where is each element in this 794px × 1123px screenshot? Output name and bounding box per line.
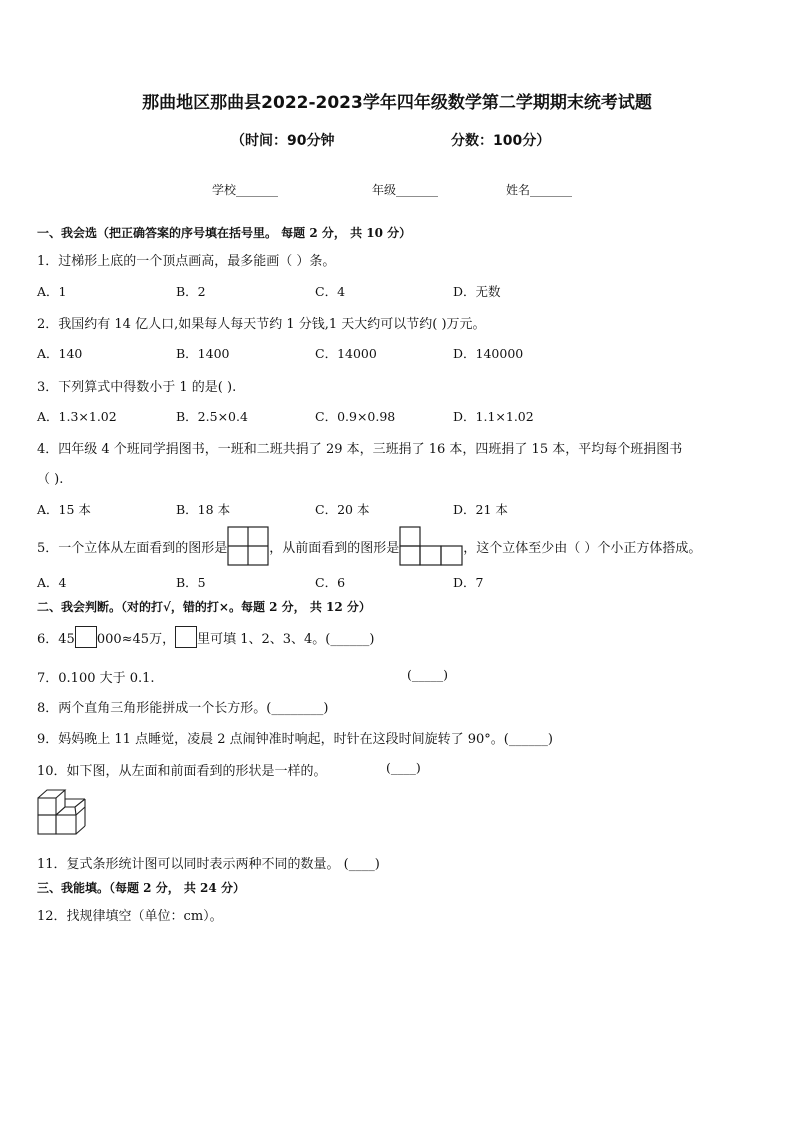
question-4: 4．四年级 4 个班同学捐图书，一班和二班共捐了 29 本，三班捐了 16 本，四班捐了 15 本，平均每个班捐图书 (37, 442, 683, 457)
time-label: （时间：90分钟 (231, 133, 335, 149)
question-12: 12．找规律填空（单位：cm）。 (37, 909, 223, 924)
question-6 (37, 626, 374, 648)
section-3-heading: 三、我能填。（每题 2 分， 共 24 分） (37, 881, 245, 895)
q5-option-d: D．7 (453, 575, 484, 590)
q7-answer-blank: (_____) (407, 667, 449, 682)
q6-text-a: 6．45 (37, 631, 75, 647)
q5-text-c: ，这个立体至少由（ ）个小正方体搭成。 (463, 540, 702, 556)
question-5 (37, 526, 701, 566)
score-label: 分数：100分） (451, 133, 551, 149)
question-7: 7．0.100 大于 0.1. (37, 671, 155, 686)
q5-option-c: C．6 (315, 575, 346, 590)
name-field: 姓名_______ (506, 183, 573, 197)
question-2: 2．我国约有 14 亿人口,如果每人每天节约 1 分钱,1 天大约可以节约( )万元。 (37, 317, 486, 332)
q4-option-c: C．20 本 (315, 502, 370, 517)
question-10: 10．如下图，从左面和前面看到的形状是一样的。 (37, 764, 327, 779)
school-field: 学校_______ (212, 183, 279, 197)
q3-option-a: A．1.3×1.02 (37, 409, 117, 424)
q1-option-b: B．2 (176, 284, 206, 299)
q5-text-a: 5．一个立体从左面看到的图形是 (37, 540, 228, 556)
q4-option-b: B．18 本 (176, 502, 231, 517)
q1-option-a: A．1 (37, 284, 67, 299)
left-view-figure (227, 526, 269, 566)
q4-option-a: A．15 本 (37, 502, 91, 517)
page-title: 那曲地区那曲县2022-2023学年四年级数学第二学期期末统考试题 (142, 93, 652, 113)
q3-option-c: C．0.9×0.98 (315, 409, 396, 424)
question-11: 11．复式条形统计图可以同时表示两种不同的数量。 (____) (37, 857, 380, 872)
q6-text-b: 000≈45万， (96, 631, 176, 647)
q10-answer-blank: (____) (386, 760, 421, 775)
q1-option-c: C．4 (315, 284, 346, 299)
question-4-continued: （ ). (37, 472, 64, 487)
q1-option-d: D．无数 (453, 284, 501, 299)
q3-option-b: B．2.5×0.4 (176, 409, 248, 424)
q2-option-a: A．140 (37, 346, 83, 361)
q2-option-b: B．1400 (176, 346, 230, 361)
q5-option-b: B．5 (176, 575, 206, 590)
blank-box (75, 626, 97, 648)
front-view-figure (399, 526, 463, 566)
grade-field: 年级_______ (372, 183, 439, 197)
q5-text-b: ，从前面看到的图形是 (269, 540, 400, 556)
q5-option-a: A．4 (37, 575, 67, 590)
section-1-heading: 一、我会选（把正确答案的序号填在括号里。 每题 2 分， 共 10 分） (37, 226, 412, 240)
q2-option-c: C．14000 (315, 346, 377, 361)
section-2-heading: 二、我会判断。（对的打√，错的打×。每题 2 分， 共 12 分） (37, 600, 371, 614)
question-8: 8．两个直角三角形能拼成一个长方形。(________) (37, 701, 329, 716)
question-1: 1．过梯形上底的一个顶点画高，最多能画（ ）条。 (37, 254, 336, 269)
q3-option-d: D．1.1×1.02 (453, 409, 534, 424)
q2-option-d: D．140000 (453, 346, 524, 361)
q6-text-c: 里可填 1、2、3、4。(______) (197, 631, 375, 647)
q4-option-d: D．21 本 (453, 502, 508, 517)
cube-stack-figure (37, 788, 89, 840)
question-9: 9．妈妈晚上 11 点睡觉，凌晨 2 点闹钟准时响起，时针在这段时间旋转了 90°。(______) (37, 732, 553, 747)
question-3: 3．下列算式中得数小于 1 的是( ). (37, 380, 237, 395)
blank-box (175, 626, 197, 648)
